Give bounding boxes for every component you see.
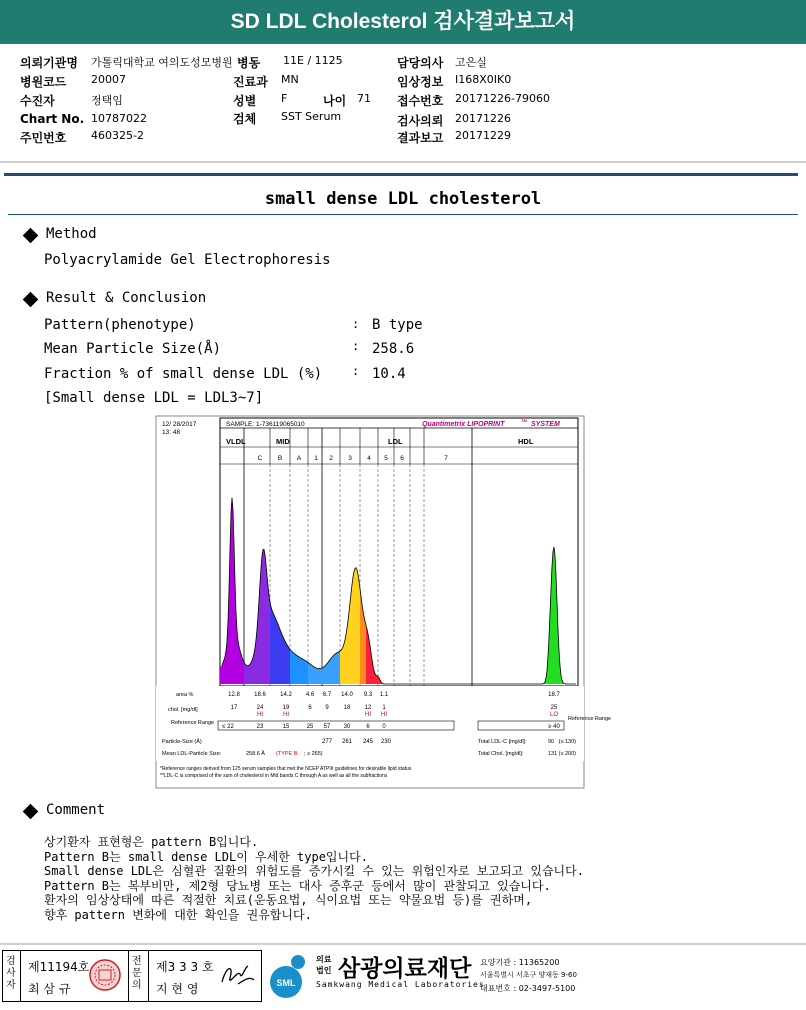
specimen-label: 검체	[233, 112, 257, 126]
sml-logo-icon	[266, 950, 312, 1000]
result-value-pattern: B type	[372, 317, 423, 333]
particle-label: Particle-Size (Å)	[162, 739, 202, 745]
examinee-label: 수진자	[20, 94, 55, 108]
mean-label: Mean LDL-Particle Size:	[162, 751, 222, 757]
chol-value: 19	[282, 705, 290, 711]
comment-line: Small dense LDL은 심혈관 질환의 위험도를 증가시킬 수 있는 위험인자로 보고되고 있습니다.	[44, 864, 584, 878]
diamond-bullet-icon	[23, 292, 39, 308]
total-ldl-value: 90	[548, 739, 555, 745]
patient-info	[0, 44, 806, 160]
divider	[20, 950, 21, 1002]
area-value: 4.6	[305, 692, 315, 698]
divider	[0, 943, 806, 945]
mean-value: 258.6 Å	[246, 751, 265, 757]
band-label: 1	[314, 455, 318, 462]
result-label-fraction: Fraction % of small dense LDL (%)	[44, 366, 323, 382]
chart-no-label: Chart No.	[20, 112, 85, 126]
flag-value: HI	[283, 712, 289, 718]
divider	[148, 950, 149, 1002]
footnote-1: *Reference ranges derived from 125 serum samples that met the NCEP ATPIII guidelines for desirable lipid status	[160, 766, 412, 772]
method-heading: Method	[46, 226, 97, 242]
particle-value: 277	[321, 739, 333, 745]
row-label-area: area %	[176, 692, 194, 698]
flag-value: HI	[381, 712, 387, 718]
ward-value: 11E / 1125	[283, 54, 343, 67]
svg-text:SML: SML	[276, 978, 296, 988]
total-ldl-ref: (≤ 130)	[558, 739, 576, 745]
chol-value: 6	[308, 705, 312, 711]
area-value: 9.3	[363, 692, 373, 698]
result-sep: :	[352, 364, 360, 378]
comment-line: 환자의 임상상태에 따른 적절한 치료(운동요법, 식이요법 또는 약물요법 등)를 권하며,	[44, 893, 533, 907]
area-value: 18.7	[548, 692, 560, 698]
hospital-code-value: 20007	[91, 73, 126, 86]
examinee-value: 정택임	[91, 94, 123, 107]
area-value: 14.2	[280, 692, 292, 698]
total-chol-value: 131	[548, 751, 558, 757]
flag-value: LO	[549, 712, 559, 718]
section-title: small dense LDL cholesterol	[264, 189, 542, 209]
band-label: 3	[348, 455, 352, 462]
report-label: 결과보고	[397, 131, 444, 145]
comment-line: 향후 pattern 변화에 대한 확인을 권유합니다.	[44, 907, 312, 922]
comment-line: Pattern B는 small dense LDL이 우세한 type입니다.	[44, 849, 368, 864]
footnote-2: **LDL-C is comprised of the sum of cholesterol in Mid bands C through A as well as all the subfractions	[160, 773, 388, 779]
group-label-hdl: HDL	[518, 437, 534, 446]
specialist-name: 지 현 영	[156, 982, 199, 996]
ref-side-label: Reference Range	[568, 716, 612, 722]
specimen-value: SST Serum	[281, 110, 342, 123]
band-label: 4	[367, 455, 371, 462]
department-value: MN	[281, 73, 299, 86]
chol-value: 18	[343, 705, 351, 711]
band-label: C	[257, 455, 263, 462]
request-label: 검사의뢰	[397, 114, 444, 128]
ref-value: 57	[323, 724, 331, 730]
resident-value: 460325-2	[91, 129, 144, 142]
ref-value: 15	[282, 724, 290, 730]
org-code: 요양기관 : 11365200	[480, 958, 560, 967]
area-value: 1.1	[379, 692, 389, 698]
org-address: 서울특별시 서초구 양재동 9-60	[480, 971, 577, 979]
age-value: 71	[357, 92, 371, 105]
row-label-ref: Reference Range	[171, 720, 215, 726]
particle-value: 230	[380, 739, 392, 745]
comment-line: Pattern B는 복부비만, 제2형 당뇨병 또는 대사 증후군 등에서 많이 관찰되고 있습니다.	[44, 878, 551, 893]
sex-value: F	[281, 92, 288, 105]
receipt-label: 접수번호	[397, 94, 444, 108]
divider	[0, 161, 806, 163]
ref-value: ≥ 40	[548, 724, 560, 730]
chol-value: 25	[550, 705, 558, 711]
request-value: 20171226	[455, 112, 511, 125]
total-chol-label: Total Chol. [mg/dl]:	[478, 751, 524, 757]
org-phone: 대표번호 : 02-3497-5100	[480, 984, 576, 993]
result-label-pattern: Pattern(phenotype)	[44, 317, 196, 333]
examiner-seal-icon	[88, 958, 122, 992]
chol-value: 9	[325, 705, 329, 711]
group-label-ldl: LDL	[388, 437, 403, 446]
mean-ref: ; ≥ 265)	[304, 751, 323, 757]
receipt-value: 20171226-79060	[455, 92, 550, 105]
ref-value: 6	[366, 724, 370, 730]
total-ldl-label: Total LDL-C [mg/dl]:	[478, 739, 527, 745]
examiner-name: 최 삼 규	[28, 982, 71, 996]
particle-value: 245	[362, 739, 374, 745]
chart-system-tm: TM	[521, 418, 527, 423]
specialist-number: 제3 3 3 호	[156, 960, 214, 974]
band-label: A	[296, 455, 302, 462]
org-english-name: Samkwang Medical Laboratories	[316, 980, 485, 989]
specialist-label: 전문의	[132, 956, 142, 991]
doctor-label: 담당의사	[397, 56, 444, 70]
org-name: 삼광의료재단	[338, 956, 472, 982]
clinical-value: I168X0IK0	[455, 73, 512, 86]
result-value-size: 258.6	[372, 341, 415, 357]
chol-value: 12	[364, 705, 372, 711]
report-title: SD LDL Cholesterol 검사결과보고서	[230, 10, 576, 33]
chol-value: 17	[230, 705, 238, 711]
area-value: 12.8	[228, 692, 240, 698]
hospital-code-label: 병원코드	[20, 75, 67, 89]
chart-date: 12/ 28/2017	[162, 421, 197, 428]
org-prefix-1: 의료	[316, 955, 332, 964]
band-label: 2	[329, 455, 333, 462]
report-value: 20171229	[455, 129, 511, 142]
doctor-value: 고은실	[455, 56, 487, 69]
chart-system: Quantimetrix LIPOPRINT	[422, 421, 505, 428]
signature-icon	[218, 960, 258, 992]
org-prefix-2: 법인	[316, 966, 332, 975]
result-value-fraction: 10.4	[372, 366, 406, 382]
ref-value: 30	[343, 724, 351, 730]
row-label-chol: chol. [mg/dl]	[168, 707, 198, 713]
sex-label: 성별	[233, 94, 257, 108]
comment-text	[44, 835, 584, 922]
ward-label: 병동	[237, 56, 261, 70]
mean-type: (TYPE B	[276, 751, 298, 757]
diamond-bullet-icon	[23, 228, 39, 244]
chol-value: 24	[256, 705, 264, 711]
divider	[4, 173, 798, 176]
flag-value: HI	[365, 712, 371, 718]
result-label-size: Mean Particle Size(Å)	[44, 341, 222, 357]
result-sep: :	[352, 339, 360, 353]
chart-no-value: 10787022	[91, 112, 147, 125]
comment-heading: Comment	[46, 802, 106, 818]
area-value: 6.7	[322, 692, 332, 698]
examiner-number: 제11194호	[28, 960, 90, 974]
group-label-vldl: VLDL	[226, 437, 246, 446]
band-label: B	[277, 455, 283, 462]
band-label: 6	[400, 455, 404, 462]
ref-value: 25	[306, 724, 314, 730]
result-note: [Small dense LDL = LDL3~7]	[44, 390, 264, 406]
area-value: 18.6	[254, 692, 266, 698]
institution-label: 의뢰기관명	[20, 56, 78, 70]
result-sep: :	[352, 317, 360, 331]
institution-value: 가톨릭대학교 여의도성모병원	[91, 56, 233, 69]
total-chol-ref: (≤ 200)	[558, 751, 576, 757]
divider	[8, 214, 798, 215]
method-text: Polyacrylamide Gel Electrophoresis	[44, 252, 331, 268]
examiner-label: 검사자	[6, 956, 16, 991]
band-label: 7	[444, 455, 448, 462]
comment-line: 상기환자 표현형은 pattern B입니다.	[44, 835, 259, 849]
age-label: 나이	[323, 94, 347, 108]
area-value: 14.0	[341, 692, 353, 698]
group-label-mid: MID	[276, 437, 290, 446]
result-heading: Result & Conclusion	[46, 290, 207, 306]
band-label: 5	[384, 455, 388, 462]
ref-value: 0	[382, 724, 386, 730]
department-label: 진료과	[233, 75, 268, 89]
lipoprint-chart	[156, 416, 612, 788]
ref-value: 23	[256, 724, 264, 730]
chart-time: 13: 48	[162, 429, 181, 436]
chart-sample: SAMPLE: 1-736119065010	[226, 421, 305, 428]
diamond-bullet-icon	[23, 804, 39, 820]
flag-value: HI	[257, 712, 263, 718]
clinical-label: 임상정보	[397, 75, 444, 89]
resident-label: 주민번호	[20, 131, 67, 145]
ref-value: ≤ 22	[222, 724, 234, 730]
report-title-bar	[0, 0, 806, 44]
divider	[128, 950, 129, 1002]
particle-value: 261	[341, 739, 353, 745]
chol-value: 1	[382, 705, 386, 711]
chart-system-suffix: SYSTEM	[531, 421, 560, 428]
